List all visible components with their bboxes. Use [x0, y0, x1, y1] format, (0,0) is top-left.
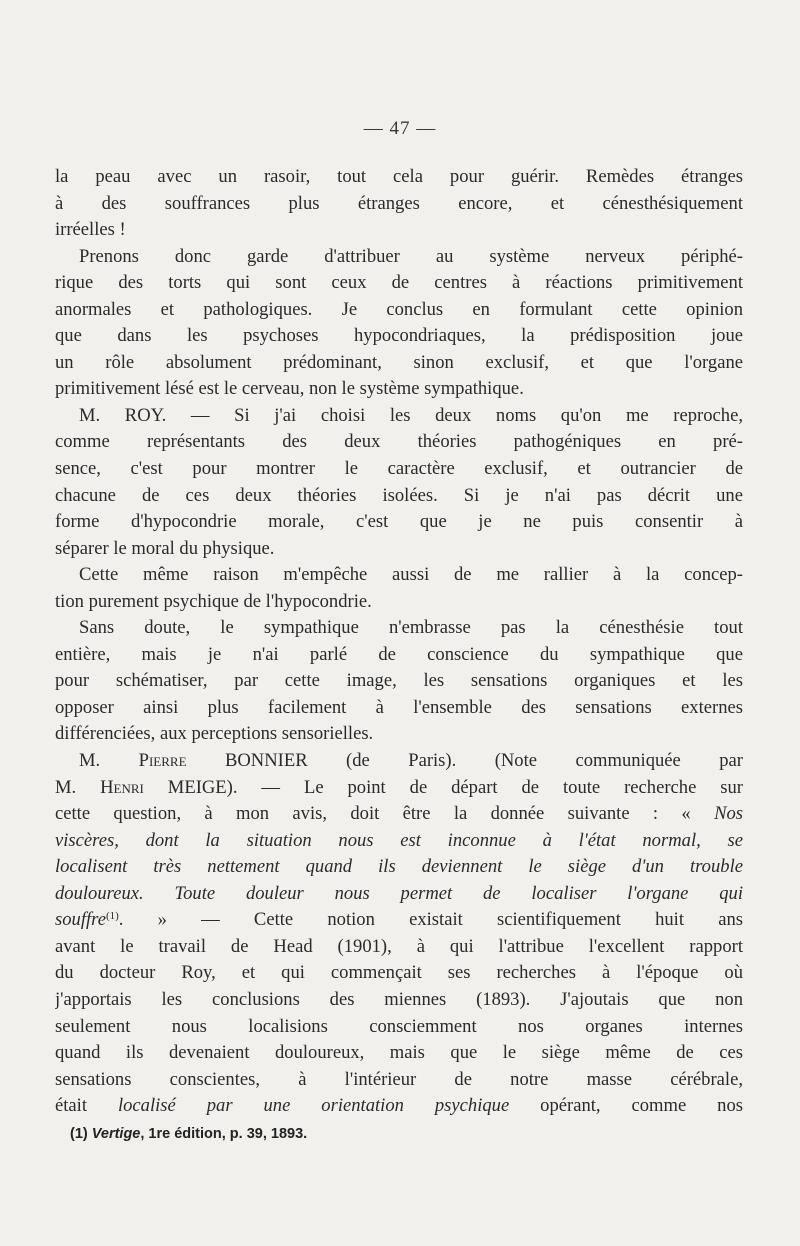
- text-line: opposer ainsi plus facilement à l'ensemble des sensations externes: [55, 696, 743, 718]
- page-number: — 47 —: [363, 118, 437, 139]
- footnote-text: , 1re édition, p. 39, 1893.: [140, 1126, 308, 1142]
- author-first-name: Henri: [100, 776, 144, 798]
- text-line: [55, 748, 743, 775]
- footnote-ref: (1): [105, 910, 119, 923]
- text-line: [55, 828, 743, 855]
- text-line: primitivement lésé est le cerveau, non le système sympathique.: [55, 378, 524, 400]
- text-line: pour schématiser, par cette image, les sensations organiques et les: [55, 670, 743, 692]
- text-line: sence, c'est pour montrer le caractère exclusif, et outrancier de: [55, 458, 743, 480]
- text-line: M. ROY. — Si j'ai choisi les deux noms qu'on me reproche,: [79, 404, 743, 426]
- text-line: séparer le moral du physique.: [55, 537, 275, 559]
- body-text: [55, 164, 743, 1120]
- text-line: comme représentants des deux théories pathogéniques en pré-: [55, 431, 743, 453]
- text-line: forme d'hypocondrie morale, c'est que je ne puis consentir à: [55, 511, 743, 533]
- text-line: avant le travail de Head (1901), à qui l'attribue l'excellent rapport: [55, 935, 743, 957]
- quote-run: douloureux. Toute douleur nous permet de localiser l'organe qui: [55, 882, 743, 904]
- text-line: la peau avec un rasoir, tout cela pour guérir. Remèdes étranges: [55, 166, 743, 187]
- text-line: [55, 854, 743, 881]
- emphasis-run: localisé par une orientation psychique: [117, 1095, 510, 1117]
- text-line: [55, 881, 743, 908]
- quote-run: Nos: [714, 803, 743, 825]
- text-line: [55, 907, 743, 934]
- text-line: entière, mais je n'ai parlé de conscience du sympathique que: [55, 643, 743, 665]
- quote-run: viscères, dont la situation nous est inconnue à l'état normal, se: [55, 829, 743, 851]
- text-line: seulement nous localisions consciemment nos organes internes: [55, 1015, 743, 1037]
- text-run: M.: [79, 750, 139, 772]
- text-run: opérant, comme nos: [509, 1095, 743, 1117]
- text-line: irréelles !: [55, 219, 126, 241]
- footnote-title: Vertige: [91, 1126, 141, 1142]
- text-line: différenciées, aux perceptions sensorielles.: [55, 723, 374, 745]
- text-line: que dans les psychoses hypocondriaques, la prédisposition joue: [55, 325, 743, 347]
- text-line: quand ils devenaient douloureux, mais que le siège même de ces: [55, 1042, 743, 1064]
- text-line: tion purement psychique de l'hypocondrie.: [55, 590, 372, 612]
- text-run: . » — Cette notion existait scientifiquement huit ans: [118, 909, 743, 931]
- quote-run: souffre: [55, 909, 106, 931]
- footnote: [70, 1126, 307, 1142]
- text-line: [55, 775, 743, 802]
- text-line: chacune de ces deux théories isolées. Si je n'ai pas décrit une: [55, 484, 743, 506]
- text-line: Prenons donc garde d'attribuer au système nerveux périphé-: [79, 245, 743, 267]
- text-line: à des souffrances plus étranges encore, et cénesthésiquement: [55, 192, 743, 214]
- author-first-name: Pierre: [138, 750, 187, 772]
- text-run: M.: [55, 776, 101, 798]
- text-line: sensations conscientes, à l'intérieur de notre masse cérébrale,: [55, 1068, 743, 1090]
- text-line: anormales et pathologiques. Je conclus en formulant cette opinion: [55, 298, 743, 320]
- text-line: [55, 801, 743, 828]
- text-run: cette question, à mon avis, doit être la donnée suivante : «: [55, 803, 715, 825]
- footnote-mark: (1): [70, 1126, 92, 1142]
- text-run: était: [55, 1095, 118, 1117]
- text-line: rique des torts qui sont ceux de centres à réactions primitivement: [55, 272, 743, 294]
- text-run: MEIGE). — Le point de départ de toute recherche sur: [143, 776, 743, 798]
- text-line: Sans doute, le sympathique n'embrasse pas la cénesthésie tout: [79, 617, 743, 639]
- quote-run: localisent très nettement quand ils deviennent le siège d'un trouble: [55, 856, 743, 878]
- text-run: BONNIER (de Paris). (Note communiquée par: [186, 750, 743, 772]
- text-line: j'apportais les conclusions des miennes (1893). J'ajoutais que non: [55, 988, 743, 1010]
- text-line: Cette même raison m'empêche aussi de me rallier à la concep-: [79, 564, 743, 586]
- text-line: du docteur Roy, et qui commençait ses recherches à l'époque où: [55, 962, 743, 984]
- text-line: un rôle absolument prédominant, sinon exclusif, et que l'organe: [55, 351, 743, 373]
- text-line: [55, 1093, 743, 1120]
